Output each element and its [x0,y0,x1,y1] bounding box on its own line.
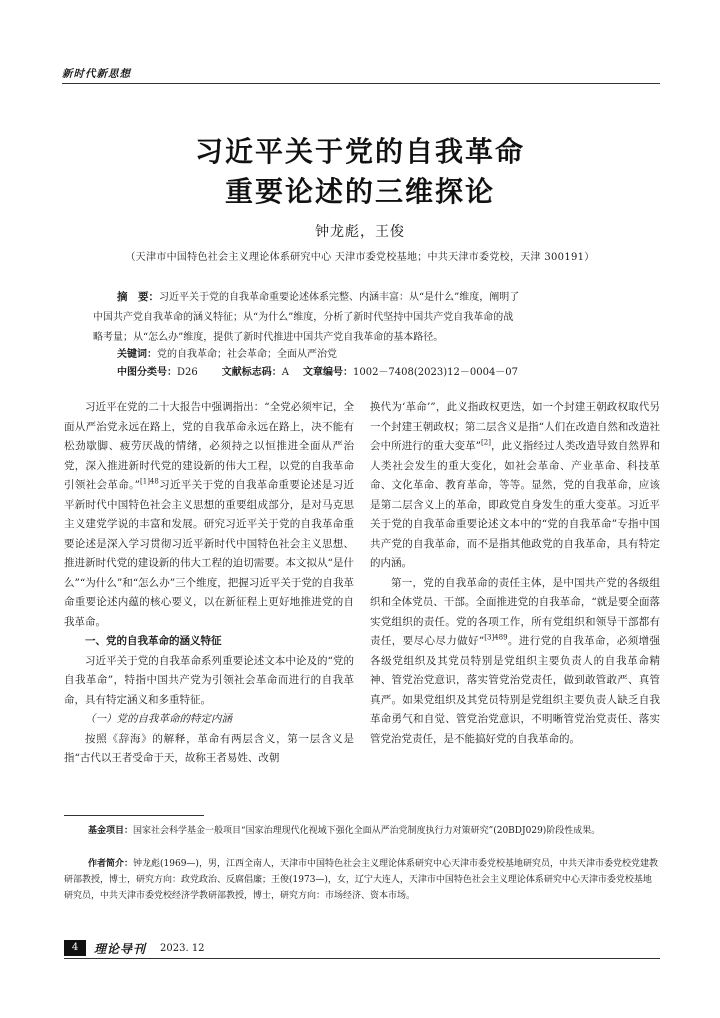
footer-rule [64,958,660,959]
doc-code-label: 文献标志码： [221,367,282,378]
clc-value: D26 [177,367,198,378]
author-bio [64,856,658,904]
page-number: 4 [64,940,86,956]
funding-note [88,823,658,839]
journal-name: 理论导刊 [94,941,147,956]
paragraph: 习近平关于党的自我革命系列重要论述文本中论及的“党的自我革命”，特指中国共产党为引领社会革命而进行的自我革命，具有特定涵义和多重特征。 [64,654,354,706]
issue-number: 2023. 12 [160,942,205,954]
citation: [2] [481,438,491,447]
clc-label: 中图分类号： [117,367,177,378]
abstract-line-2: 中国共产党自我革命的涵义特征；从“为什么”维度，分析了新时代坚持中国共产党自我革命的战 [93,312,514,323]
header-rule [62,83,660,84]
paragraph: 习近平在党的二十大报告中强调指出：“全党必须牢记，全面从严治党永远在路上，党的自我革命永远在路上，决不能有松劲歇脚、疲劳厌战的情绪，必须持之以恒推进全面从严治党，深入推进新时代党的建设新的伟大工程，以党的自我革命引领社会革命。”$^{[1]48}$习近平关于党的自我革命重要论述是习近平新时代中国特色社会主义思想的重要组成部分，是对马克思主义建党学说的丰富和发展。研究习近平关于党的自我革命重要论述是深入学习贯彻习近平新时代中国特色社会主义思想、推进新时代党的建设新的伟大工程的迫切需要。本文拟从“是什么”“为什么”和“怎么办”三个维度，把握习近平关于党的自我革命重要论述内蕴的核心要义，以在新征程上更好地推进党的自我革命。 [64,401,354,628]
paragraph: 按照《辞海》的解释，革命有两层含义，第一层含义是指“古代以王者受命于天，故称王者易姓、改朝 [64,732,354,764]
article-title-line-1: 习近平关于党的自我革命 [194,135,525,168]
abstract-line-1: 习近平关于党的自我革命重要论述体系完整、内涵丰富：从“是什么”维度，阐明了 [159,292,520,303]
page-footer [64,940,205,956]
affiliation: （天津市中国特色社会主义理论体系研究中心 天津市委党校基地；中共天津市委党校，天津 300191） [125,252,595,263]
citation: [3]489 [484,633,508,642]
author-bio-label: 作者简介： [88,859,134,869]
abstract [93,287,633,348]
citation: [1]48 [140,477,159,486]
body-column-right [370,398,660,749]
abstract-line-3: 略考量；从“怎么办”维度，提供了新时代推进中国共产党自我革命的基本路径。 [93,332,444,343]
authors: 钟龙彪，王俊 [315,224,405,240]
funding-text: 国家社会科学基金一般项目“国家治理现代化视域下强化全面从严治党制度执行力对策研究”(20BDJ029)阶段性成果。 [133,826,601,836]
subsection-heading: （一）党的自我革命的特定内涵 [85,713,232,725]
abstract-label: 摘 要： [117,291,159,303]
section-heading: 一、党的自我革命的涵义特征 [85,635,222,647]
article-number-label: 文章编号： [302,367,353,378]
keywords-label: 关键词： [117,349,157,360]
funding-label: 基金项目： [88,826,134,836]
classification-line [117,364,518,382]
article-title-line-2: 重要论述的三维探论 [224,175,495,208]
keywords-text: 党的自我革命；社会革命；全面从严治党 [157,349,337,360]
doc-code-value: A [281,367,289,378]
author-bio-text: 钟龙彪(1969—)，男，江西全南人，天津市中国特色社会主义理论体系研究中心天津市委党校基地研究员，中共天津市委党校党建教研部教授，博士，研究方向：政党政治、反腐倡廉；王俊(1973—)，女，辽宁大连人，天津市中国特色社会主义理论体系研究中心天津市委党校基地研究员，中共天津市委党校经济学教研部教授，博士，研究方向：市场经济、资本市场。 [64,859,658,901]
body-column-left [64,398,354,769]
keywords [117,346,337,364]
section-header: 新时代新思想 [62,68,131,80]
article-number-value: 1002－7408(2023)12－0004－07 [352,367,519,378]
footnote-rule [64,815,204,816]
paragraph: 换代为‘革命’”，此义指政权更迭，如一个封建王朝政权取代另一个封建王朝政权；第二层含义是指“人们在改造自然和改造社会中所进行的重大变革”[2]，此义指经过人类改造导致自然界和人类社会发生的重大变化，如社会革命、产业革命、科技革命、文化革命、教育革命，等等。显然，党的自我革命，应该是第二层含义上的革命，即政党自身发生的重大变革。习近平关于党的自我革命重要论述文本中的“党的自我革命”专指中国共产党的自我革命，而不是指其他政党的自我革命，具有特定的内涵。 [370,401,661,569]
paragraph: 第一，党的自我革命的责任主体，是中国共产党的各级组织和全体党员、干部。全面推进党的自我革命，“就是要全面落实党组织的责任。党的各项工作，所有党组织和领导干部都有责任，要尽心尽力做好”$^{[3]489}$。进行党的自我革命，必须增强各级党组织及其党员特别是党组织主要负责人的自我革命精神、管党治党意识，落实管党治党责任，做到敢管敢严、真管真严。如果党组织及其党员特别是党组织主要负责人缺乏自我革命勇气和自觉、管党治党意识，不明晰管党治党责任、落实管党治党责任，是不能搞好党的自我革命的。 [370,576,660,745]
